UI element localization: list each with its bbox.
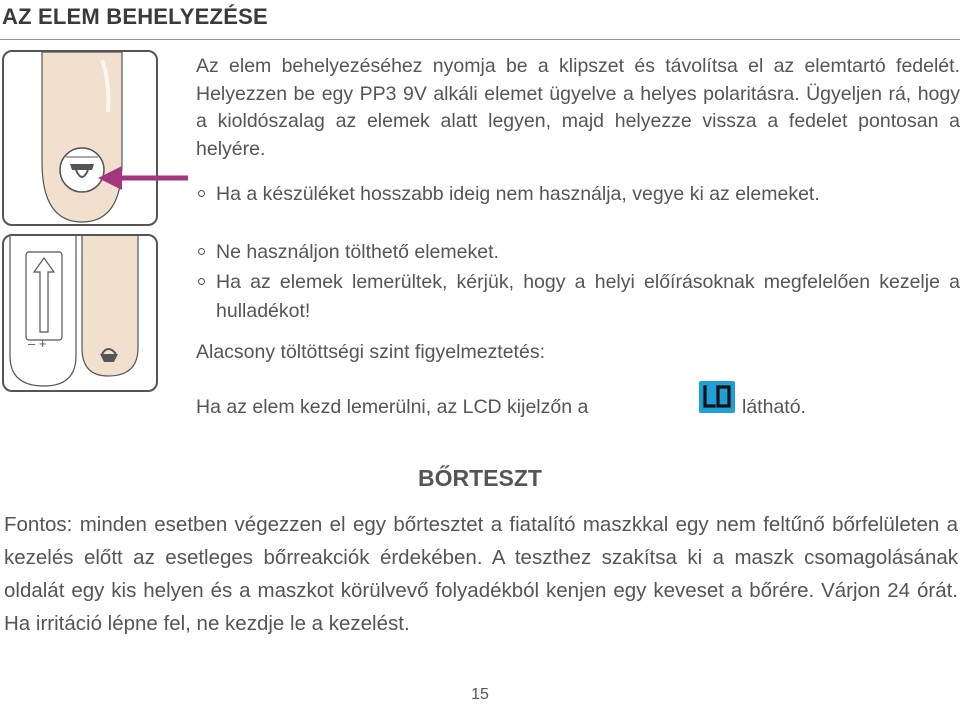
bullet-icon xyxy=(198,248,205,255)
arrow-icon xyxy=(96,158,192,198)
low-battery-title: Alacsony töltöttségi szint figyelmeztetés: xyxy=(196,341,545,363)
low-battery-text-end: látható. xyxy=(742,396,806,418)
intro-paragraph: Az elem behelyezéséhez nyomja be a klipszet és távolítsa el az elemtartó fedelét. Helyezzen be egy PP3 9V alkáli elemet ügyelve a helyes polaritásra. Ügyeljen rá, hogy a kioldószalag az elemek alatt legyen, majd helyezze vissza a fedelet pontosan a helyére. xyxy=(196,55,960,160)
page-number: 15 xyxy=(471,686,489,703)
battery-compartment-illustration xyxy=(2,234,158,392)
polarity-label: – + xyxy=(28,336,47,351)
battery-compartment-drawing xyxy=(4,236,156,390)
bullet-list-item xyxy=(196,180,960,209)
bullet-text: Ha a készüléket hosszabb ideig nem használja, vegye ki az elemeket. xyxy=(216,183,820,205)
lcd-lo-glyph xyxy=(702,385,732,409)
bullet-text: Ha az elemek lemerültek, kérjük, hogy a helyi előírásoknak megfelelően kezelje a hulladékot! xyxy=(216,271,960,322)
section-title: AZ ELEM BEHELYEZÉSE xyxy=(2,4,268,29)
skin-test-title: BŐRTESZT xyxy=(418,465,542,491)
bullet-icon xyxy=(198,190,205,197)
lcd-lo-icon xyxy=(699,381,735,413)
device-clip-illustration xyxy=(2,50,158,226)
low-battery-text: Ha az elem kezd lemerülni, az LCD kijelzőn a xyxy=(196,396,589,418)
bullet-list-item xyxy=(196,238,960,267)
divider xyxy=(0,39,960,40)
bullet-list-item xyxy=(196,268,960,326)
device-clip-drawing xyxy=(4,52,156,224)
bullet-icon xyxy=(198,278,205,285)
lcd-lo-label: LO xyxy=(702,385,704,386)
bullet-text: Ne használjon tölthető elemeket. xyxy=(216,241,499,263)
skin-test-paragraph: Fontos: minden esetben végezzen el egy bőrtesztet a fiatalító maszkkal egy nem feltűnő bőrfelületen a kezelés előtt az esetleges bőrreakciók érdekében. A teszthez szakítsa ki a maszk csomagolásának oldalát egy kis helyen és a maszkot körülvevő folyadékból kenjen egy keveset a bőrére. Várjon 24 órát. Ha irritáció lépne fel, ne kezdje le a kezelést. xyxy=(4,513,958,635)
